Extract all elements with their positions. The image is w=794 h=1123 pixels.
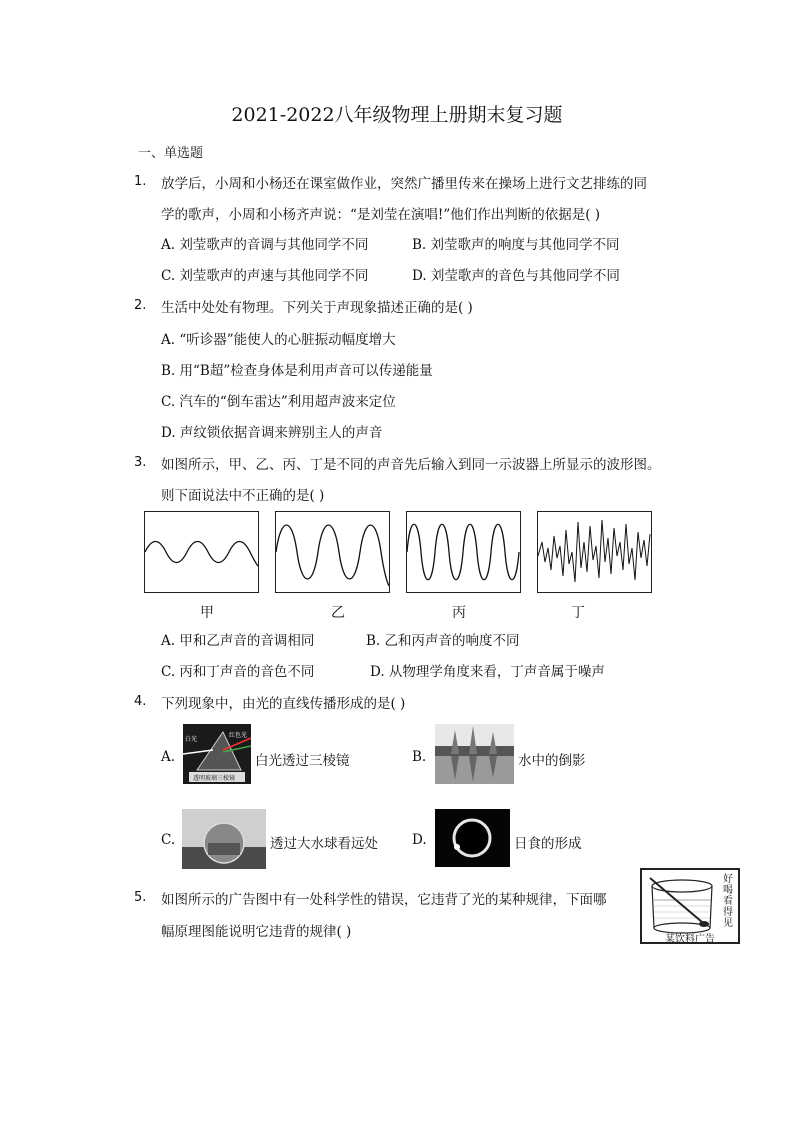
wave-line: [145, 542, 258, 567]
question-text: 幅原理图能说明它违背的规律( ): [161, 924, 352, 940]
question-text: 则下面说法中不正确的是( ): [161, 488, 325, 504]
option-b: B. 刘莹歌声的响度与其他同学不同: [412, 237, 620, 253]
option-b-letter: B.: [412, 749, 427, 765]
option-a: A. “听诊器”能使人的心脏振动幅度增大: [161, 332, 396, 348]
option-c: C. 刘莹歌声的声速与其他同学不同: [161, 268, 369, 284]
waveform-yi-graph: [276, 512, 389, 592]
reflection-photo: [435, 724, 514, 784]
question-number: 2.: [134, 298, 147, 313]
section-heading: 一、单选题: [138, 146, 204, 161]
moon-disk: [457, 823, 487, 853]
option-c-caption: 透过大水球看远处: [270, 836, 378, 852]
question-number: 4.: [134, 694, 147, 709]
ad-slogan-char: 喝: [723, 885, 733, 896]
option-a-caption: 白光透过三棱镜: [255, 753, 350, 769]
water-ball-graphic: [182, 809, 266, 869]
wave-line: [276, 525, 389, 586]
waveform-label: 甲: [200, 605, 214, 621]
question-text: 下列现象中，由光的直线传播形成的是( ): [161, 696, 406, 712]
cup-side: [652, 886, 654, 928]
waveform-jia-graph: [145, 512, 258, 592]
waveform-jia: [144, 511, 259, 593]
waveform-label: 丙: [452, 605, 466, 621]
option-c: C. 丙和丁声音的音色不同: [161, 664, 315, 680]
waveform-bing-graph: [407, 512, 520, 592]
question-text: 放学后，小周和小杨还在课室做作业，突然广播里传来在操场上进行文艺排练的同: [161, 176, 647, 192]
spoon-head: [699, 921, 709, 927]
option-a: A. 刘莹歌声的音调与其他同学不同: [161, 237, 369, 253]
option-d: D. 从物理学角度来看，丁声音属于噪声: [370, 664, 605, 680]
ad-slogan-char: 好: [723, 874, 733, 885]
ad-caption: 某饮料广告: [665, 934, 715, 945]
option-c: C. 汽车的“倒车雷达”利用超声波来定位: [161, 394, 396, 410]
eclipse-graphic: [435, 809, 510, 867]
option-c-letter: C.: [161, 832, 176, 848]
option-a: A. 甲和乙声音的音调相同: [161, 633, 315, 649]
eclipse-photo: [435, 809, 510, 867]
ball-inverted-view: [208, 843, 240, 855]
option-b-caption: 水中的倒影: [518, 753, 586, 769]
option-d: D. 声纹锁依据音调来辨别主人的声音: [161, 425, 383, 441]
water-ball-photo: [182, 809, 266, 869]
question-text: 如图所示的广告图中有一处科学性的错误，它违背了光的某种规律，下面哪: [161, 892, 607, 908]
question-number: 5.: [134, 890, 147, 905]
drink-ad-image: [640, 868, 740, 944]
wave-line: [407, 524, 519, 580]
waveform-bing: [406, 511, 521, 593]
wave-line: [538, 520, 650, 582]
ad-slogan-char: 见: [723, 918, 733, 929]
reflection-graphic: [435, 724, 514, 784]
prism-label: 白光: [185, 736, 198, 743]
waveform-label: 乙: [331, 605, 345, 621]
option-a-letter: A.: [161, 749, 176, 765]
waveform-label: 丁: [571, 605, 585, 621]
prism-label: 红色光: [229, 732, 248, 739]
prism-photo: [183, 724, 251, 784]
ad-slogan: [722, 874, 734, 929]
option-d-caption: 日食的形成: [514, 836, 582, 852]
prism-label: 透明玻璃三棱镜: [193, 775, 236, 782]
waveform-ding-graph: [538, 512, 651, 592]
ad-slogan-char: 看: [723, 896, 733, 907]
question-number: 3.: [134, 455, 147, 470]
option-d: D. 刘莹歌声的音色与其他同学不同: [412, 268, 620, 284]
waveform-yi: [275, 511, 390, 593]
option-d-letter: D.: [412, 832, 427, 848]
question-text: 学的歌声，小周和小杨齐声说：“是刘莹在演唱!”他们作出判断的依据是( ): [161, 207, 601, 223]
option-b: B. 乙和丙声音的响度不同: [366, 633, 520, 649]
page-title: 2021-2022八年级物理上册期末复习题: [231, 104, 563, 126]
cup-side: [710, 886, 712, 928]
question-text: 如图所示，甲、乙、丙、丁是不同的声音先后输入到同一示波器上所显示的波形图。: [161, 457, 661, 473]
ad-slogan-char: 得: [723, 907, 733, 918]
option-b: B. 用“B超”检查身体是利用声音可以传递能量: [161, 363, 433, 379]
diamond-ring: [454, 844, 460, 850]
waveform-ding: [537, 511, 652, 593]
question-number: 1.: [134, 174, 147, 189]
question-text: 生活中处处有物理。下列关于声现象描述正确的是( ): [161, 300, 473, 316]
